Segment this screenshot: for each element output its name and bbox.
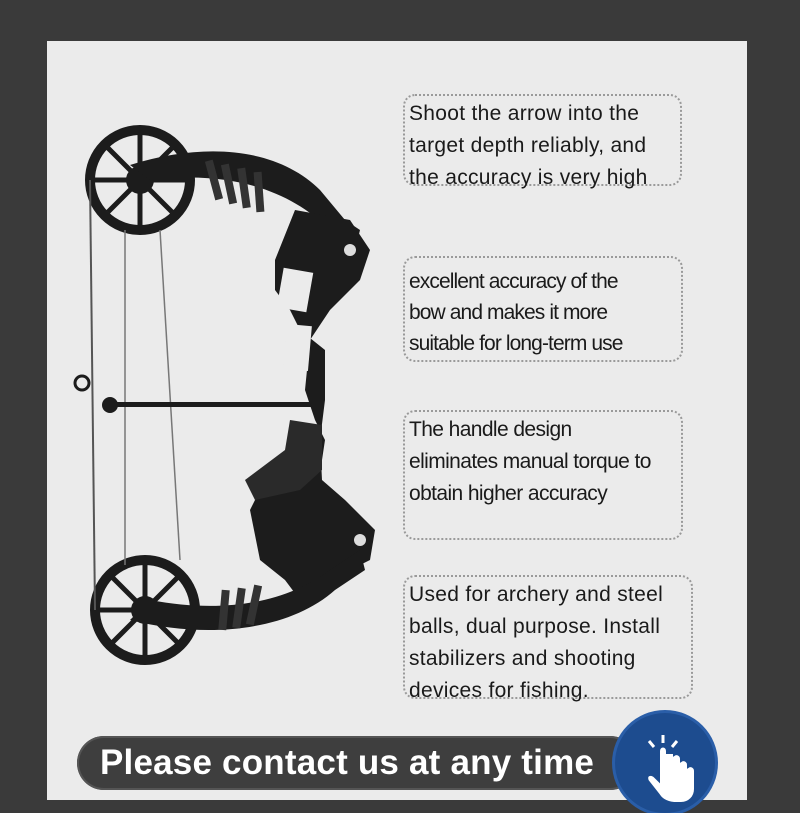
feature-callout-durability: excellent accuracy of the bow and makes it more suitable for long-term use <box>403 256 683 362</box>
feature-callout-accuracy: Shoot the arrow into the target depth reliably, and the accuracy is very high <box>403 94 682 186</box>
contact-label: Please contact us at any time <box>100 743 595 782</box>
upper-cam-wheel <box>90 130 190 230</box>
lower-cam-wheel <box>95 560 195 660</box>
bowstring <box>90 180 95 610</box>
feature-callout-dual-purpose: Used for archery and steel balls, dual purpose. Install stabilizers and shooting devices for fishing. <box>403 575 693 699</box>
feature-callout-handle: The handle design eliminates manual torque to obtain higher accuracy <box>403 410 683 540</box>
contact-button[interactable] <box>615 713 715 813</box>
cable-guard <box>105 402 320 407</box>
compound-bow-image <box>60 80 400 700</box>
tap-hand-icon <box>615 713 715 813</box>
